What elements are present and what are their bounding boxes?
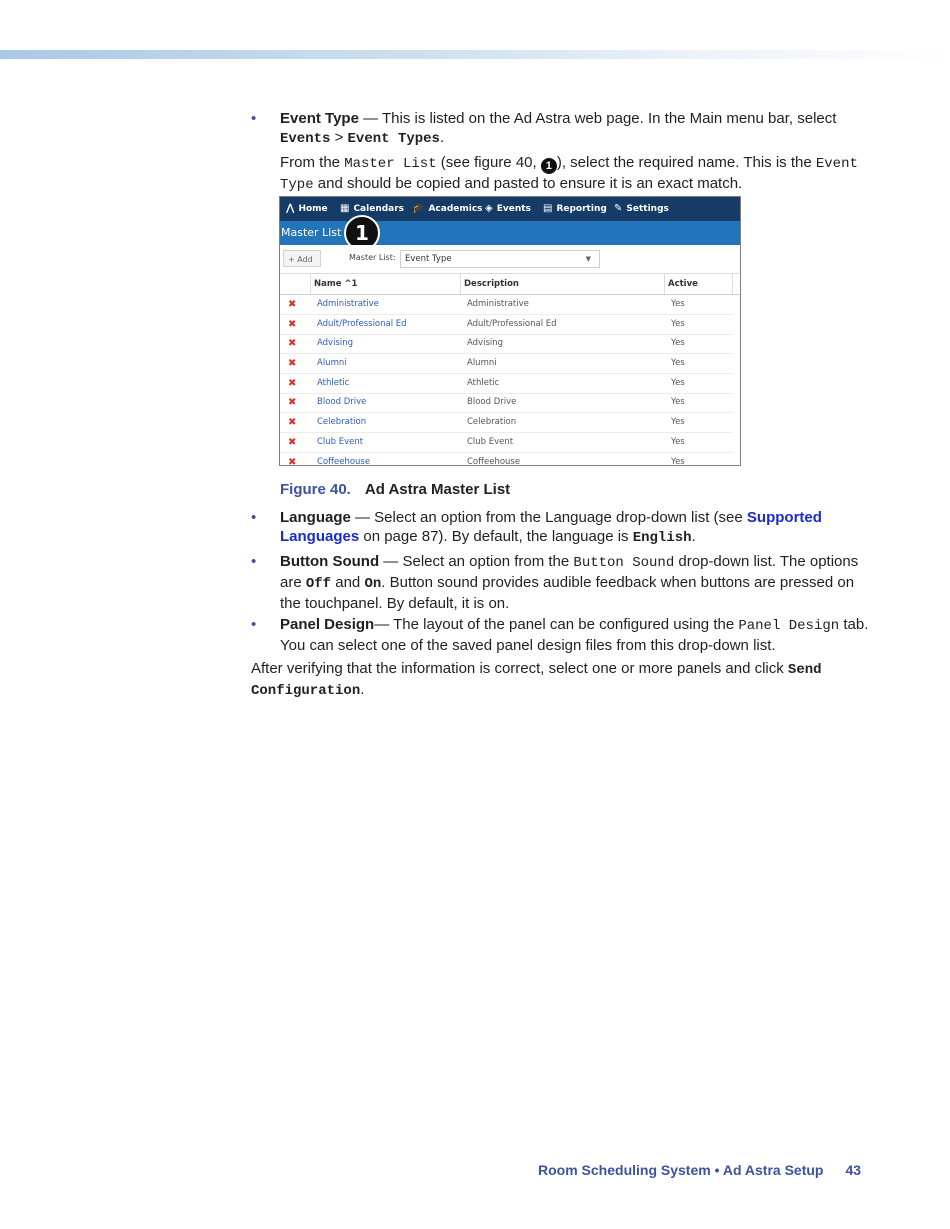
- row-name-link[interactable]: Club Event: [317, 437, 364, 447]
- table-row[interactable]: ✖ Adult/Professional Ed Adult/Professional Ed Yes: [280, 315, 732, 335]
- row-name-link[interactable]: Alumni: [317, 358, 347, 368]
- menu-path-events: Events: [280, 131, 331, 147]
- table-row[interactable]: ✖ Celebration Celebration Yes: [280, 413, 732, 433]
- menu-events[interactable]: ◈ Events: [485, 197, 531, 221]
- button-sound-paragraph: Button Sound — Select an option from the Button Sound drop-down list. The options are Off and On. Button sound provides audible feedback when buttons are pressed on the touchpanel. By default, it is on.: [280, 553, 859, 612]
- delete-icon[interactable]: ✖: [288, 378, 297, 389]
- header-band: [0, 50, 950, 59]
- table-row[interactable]: ✖ Advising Advising Yes: [280, 334, 732, 354]
- wrench-icon: ✎: [614, 203, 623, 214]
- home-icon: ⋀: [286, 203, 295, 214]
- event-type-paragraph: Event Type — This is listed on the Ad Astra web page. In the Main menu bar, select Events > Event Types.: [280, 110, 837, 147]
- event-type-term: Event Type: [280, 110, 359, 127]
- main-menu-bar: [280, 197, 741, 221]
- table-row[interactable]: ✖ Coffeehouse Coffeehouse Yes: [280, 453, 732, 466]
- tag-icon: ◈: [485, 203, 493, 214]
- page-footer: [538, 1162, 861, 1178]
- menu-reporting[interactable]: ▤ Reporting: [543, 197, 607, 221]
- bullet: •: [251, 616, 257, 633]
- page-title: Master List: [281, 226, 342, 239]
- column-description[interactable]: Description: [464, 279, 519, 289]
- menu-academics[interactable]: 🎓 Academics: [412, 197, 483, 221]
- supported-languages-link[interactable]: Supported Languages: [280, 509, 822, 545]
- menu-home[interactable]: ⋀ Home: [286, 197, 328, 221]
- language-term: Language: [280, 509, 351, 526]
- row-name-link[interactable]: Adult/Professional Ed: [317, 319, 407, 329]
- bullet: •: [251, 553, 257, 570]
- figure-number: Figure 40.: [280, 481, 351, 498]
- button-sound-term: Button Sound: [280, 553, 380, 570]
- table-row[interactable]: ✖ Club Event Club Event Yes: [280, 433, 732, 453]
- closing-paragraph: After verifying that the information is correct, select one or more panels and click Send Configuration.: [251, 660, 822, 699]
- delete-icon[interactable]: ✖: [288, 437, 297, 448]
- bullet: •: [251, 509, 257, 526]
- divider: [664, 274, 665, 294]
- graduation-cap-icon: 🎓: [412, 203, 425, 214]
- toolbar: [280, 245, 741, 274]
- divider: [310, 274, 311, 294]
- figure-title: Ad Astra Master List: [364, 481, 511, 498]
- delete-icon[interactable]: ✖: [288, 299, 297, 310]
- menu-path-event-types: Event Types: [347, 131, 440, 147]
- divider: [460, 274, 461, 294]
- table-header: [280, 274, 741, 295]
- panel-design-term: Panel Design: [280, 616, 375, 633]
- language-paragraph: Language — Select an option from the Language drop-down list (see Supported Languages on page 87). By default, the language is English.: [280, 509, 822, 546]
- table-row[interactable]: ✖ Blood Drive Blood Drive Yes: [280, 393, 732, 413]
- row-name-link[interactable]: Coffeehouse: [317, 457, 371, 466]
- document-icon: ▤: [543, 203, 553, 214]
- delete-icon[interactable]: ✖: [288, 457, 297, 466]
- row-name-link[interactable]: Administrative: [317, 299, 379, 309]
- menu-settings[interactable]: ✎ Settings: [614, 197, 669, 221]
- row-name-link[interactable]: Blood Drive: [317, 397, 367, 407]
- ad-astra-screenshot: [279, 196, 741, 466]
- master-list-dropdown[interactable]: Event Type ▼: [400, 250, 600, 268]
- callout-1-icon: 1: [344, 215, 380, 251]
- figure-caption: [280, 480, 510, 499]
- master-list-instruction: From the Master List (see figure 40, 1 ), select the required name. This is the Event Type and should be copied and pasted to ensure it is an exact match.: [280, 154, 858, 193]
- delete-icon[interactable]: ✖: [288, 338, 297, 349]
- row-name-link[interactable]: Celebration: [317, 417, 367, 427]
- chevron-down-icon: ▼: [585, 255, 591, 263]
- add-button[interactable]: + Add: [283, 250, 321, 267]
- delete-icon[interactable]: ✖: [288, 319, 297, 330]
- bullet: •: [251, 110, 257, 127]
- page-number: 43: [845, 1162, 862, 1178]
- menu-calendars[interactable]: ▦ Calendars: [340, 197, 404, 221]
- panel-design-paragraph: Panel Design— The layout of the panel can be configured using the Panel Design tab. You can select one of the saved panel design files from this drop-down list.: [280, 616, 869, 654]
- row-name-link[interactable]: Advising: [317, 338, 354, 348]
- table-row[interactable]: ✖ Administrative Administrative Yes: [280, 295, 732, 315]
- column-name[interactable]: Name ^1: [314, 279, 358, 289]
- table-row[interactable]: ✖ Athletic Athletic Yes: [280, 374, 732, 394]
- delete-icon[interactable]: ✖: [288, 358, 297, 369]
- footer-title: Room Scheduling System • Ad Astra Setup: [538, 1162, 824, 1178]
- delete-icon[interactable]: ✖: [288, 397, 297, 408]
- row-name-link[interactable]: Athletic: [317, 378, 350, 388]
- table-row[interactable]: ✖ Alumni Alumni Yes: [280, 354, 732, 374]
- divider: [732, 274, 733, 294]
- callout-1-icon: 1: [541, 158, 557, 174]
- master-list-label: Master List:: [349, 253, 396, 262]
- calendar-icon: ▦: [340, 203, 350, 214]
- delete-icon[interactable]: ✖: [288, 417, 297, 428]
- column-active[interactable]: Active: [668, 279, 698, 289]
